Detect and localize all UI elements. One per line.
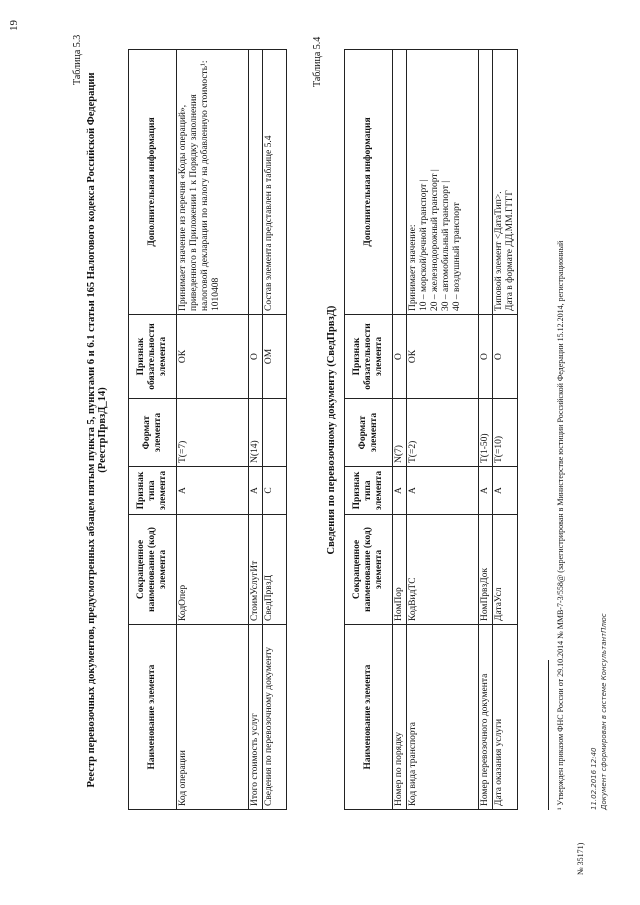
- cell: [263, 399, 287, 467]
- cell: С: [263, 467, 287, 515]
- cell: СтоимУслугИт: [249, 515, 263, 625]
- cell: А: [479, 467, 493, 515]
- cell: Дата оказания услуги: [493, 625, 518, 810]
- header-cell: Признак обязательности элемента: [129, 315, 177, 399]
- table-row: [249, 50, 263, 810]
- cell: Код операции: [177, 625, 249, 810]
- table-row: [407, 50, 479, 810]
- header-cell: Дополнительная информация: [129, 50, 177, 315]
- cell: А: [177, 467, 249, 515]
- cell: О: [249, 315, 263, 399]
- header-cell: Формат элемента: [345, 399, 393, 467]
- header-cell: Сокращенное наименование (код) элемента: [129, 515, 177, 625]
- table-5-4-title: Сведения по перевозочному документу (СведПрвзД): [326, 305, 337, 555]
- cell: НомПор: [393, 515, 407, 625]
- cell: ОК: [407, 315, 479, 399]
- cell: ОМ: [263, 315, 287, 399]
- header-cell: Сокращенное наименование (код) элемента: [345, 515, 393, 625]
- cell: T(=7): [177, 399, 249, 467]
- cell: А: [493, 467, 518, 515]
- cell: КодВидТС: [407, 515, 479, 625]
- cell: ОК: [177, 315, 249, 399]
- table-row: [263, 50, 287, 810]
- header-cell: Признак обязательности элемента: [345, 315, 393, 399]
- header-cell: Дополнительная информация: [345, 50, 393, 315]
- cell: Номер по порядку: [393, 625, 407, 810]
- cell: ДатаУсл: [493, 515, 518, 625]
- handwritten-note-1: 11.02.2016 12:40: [590, 747, 598, 810]
- cell: Принимает значение: 10 – морской/речной транспорт | 20 – железнодорожный транспорт | 30 – автомобильный транспорт | 40 – воздушный транспорт: [407, 50, 479, 315]
- cell: О: [393, 315, 407, 399]
- cell: Принимает значение из перечня «Коды операций», приведенного в Приложении 1 к Порядку заполнения налоговой декларации по налогу на добавленную стоимость¹: 1010408: [177, 50, 249, 315]
- table-row: [479, 50, 493, 810]
- cell: А: [393, 467, 407, 515]
- handwritten-note-2: Документ сформирован в системе КонсультантПлюс: [600, 613, 608, 810]
- cell: О: [479, 315, 493, 399]
- header-cell: Формат элемента: [129, 399, 177, 467]
- cell: T(=10): [493, 399, 518, 467]
- header-cell: Наименование элемента: [129, 625, 177, 810]
- cell: T(=2): [407, 399, 479, 467]
- footnote-text: ¹ Утвержден приказом ФНС России от 29.10.2014 № ММВ-7-3/558@ (зарегистрирован в Министерстве юстиции Российской Федерации 15.12.2014, регистрационный: [556, 240, 565, 810]
- header-cell: Признак типа элемента: [129, 467, 177, 515]
- cell: Состав элемента представлен в таблице 5.4: [263, 50, 287, 315]
- footnote-left: № 35171): [576, 842, 585, 875]
- page-number: 19: [8, 20, 20, 31]
- cell: [393, 50, 407, 315]
- cell: О: [493, 315, 518, 399]
- cell: [249, 50, 263, 315]
- table-5-3-caption: Таблица 5.3: [72, 34, 83, 85]
- table-5-3-title: Реестр перевозочных документов, предусмотренных абзацем пятым пункта 5, пунктами 6 и 6.1 статьи 165 Налогового кодекса Российской Федерации (РеестрПрвзД_14): [86, 72, 108, 788]
- table-row: [493, 50, 518, 810]
- header-cell: Признак типа элемента: [345, 467, 393, 515]
- cell: N(14): [249, 399, 263, 467]
- table-5-3: [128, 49, 287, 810]
- cell: [479, 50, 493, 315]
- cell: Типовой элемент <ДатаТип>. Дата в формате ДД.ММ.ГГГГ: [493, 50, 518, 315]
- table-row: [393, 50, 407, 810]
- cell: Код вида транспорта: [407, 625, 479, 810]
- cell: НомПрвзДок: [479, 515, 493, 625]
- cell: Номер перевозочного документа: [479, 625, 493, 810]
- footnote-divider: [548, 660, 549, 810]
- table-5-4: [344, 49, 518, 810]
- cell: T(1-50): [479, 399, 493, 467]
- cell: Итого стоимость услуг: [249, 625, 263, 810]
- cell: N(7): [393, 399, 407, 467]
- table-row: [177, 50, 249, 810]
- cell: КодОпер: [177, 515, 249, 625]
- table-5-4-caption: Таблица 5.4: [312, 36, 323, 87]
- cell: СведПрвзД: [263, 515, 287, 625]
- cell: А: [249, 467, 263, 515]
- header-cell: Наименование элемента: [345, 625, 393, 810]
- cell: Сведения по перевозочному документу: [263, 625, 287, 810]
- cell: А: [407, 467, 479, 515]
